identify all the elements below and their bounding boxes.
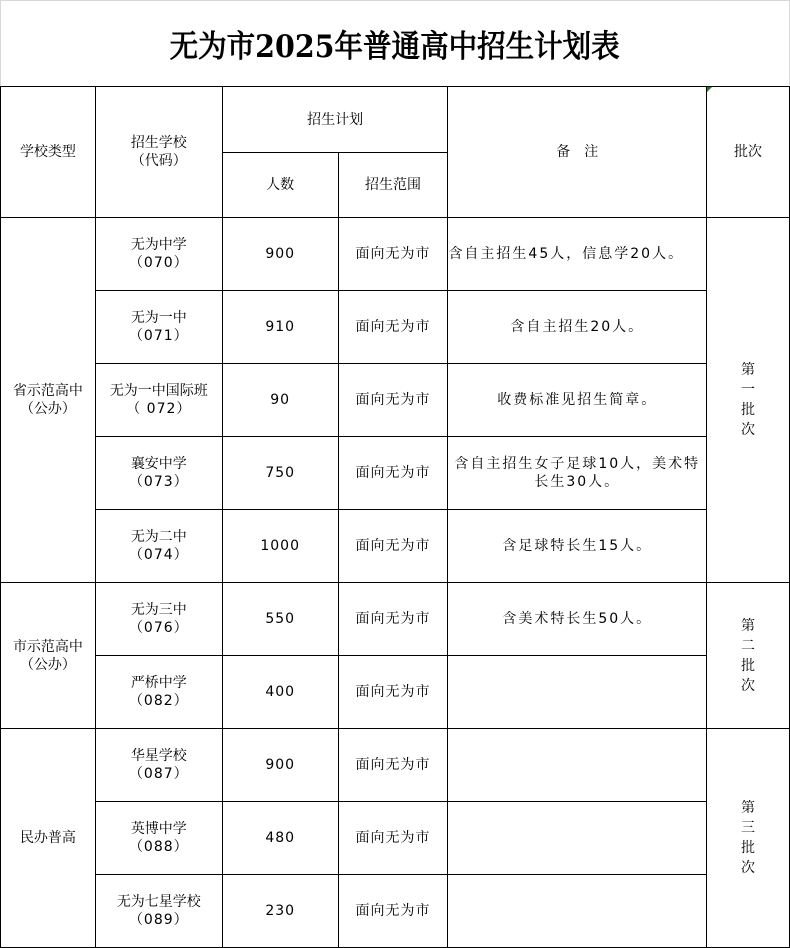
school-code: （089）	[128, 912, 189, 928]
table-row	[1, 437, 790, 510]
batch-label: 第二批次	[741, 617, 756, 694]
count-cell: 230	[222, 875, 338, 948]
school-name: 华星学校	[130, 748, 187, 764]
count-cell: 900	[222, 218, 338, 291]
enrollment-plan-table	[0, 86, 790, 948]
count-cell: 910	[222, 291, 338, 364]
scope-cell: 面向无为市	[338, 291, 448, 364]
note-cell	[448, 802, 707, 875]
batch-cell	[707, 729, 790, 948]
school-name: 无为三中	[130, 602, 187, 618]
school-type-line1: 市示范高中	[12, 638, 83, 655]
school-type-cell	[1, 218, 96, 583]
scope-cell: 面向无为市	[338, 875, 448, 948]
count-cell: 550	[222, 583, 338, 656]
school-cell	[95, 875, 222, 948]
header-school-name	[95, 87, 222, 218]
header-school-name-line2: （代码）	[130, 153, 187, 169]
scope-cell: 面向无为市	[338, 656, 448, 729]
table-row	[1, 802, 790, 875]
scope-cell: 面向无为市	[338, 218, 448, 291]
school-cell	[95, 437, 222, 510]
school-code: （074）	[128, 547, 189, 563]
scope-cell: 面向无为市	[338, 437, 448, 510]
school-cell	[95, 802, 222, 875]
school-code: （088）	[128, 839, 189, 855]
school-cell	[95, 510, 222, 583]
header-count: 人数	[222, 153, 338, 218]
note-cell: 收费标准见招生简章。	[448, 364, 707, 437]
school-code: （073）	[128, 474, 189, 490]
school-name: 无为一中国际班	[109, 383, 208, 399]
scope-cell: 面向无为市	[338, 802, 448, 875]
school-cell	[95, 729, 222, 802]
school-code: （070）	[128, 255, 189, 271]
scope-cell: 面向无为市	[338, 729, 448, 802]
note-cell: 含足球特长生15人。	[448, 510, 707, 583]
count-cell: 750	[222, 437, 338, 510]
school-code: （071）	[128, 328, 189, 344]
school-type-cell	[1, 729, 96, 948]
school-type-line1: 民办普高	[19, 830, 76, 846]
school-type-line2: （公办）	[19, 656, 76, 673]
school-name: 严桥中学	[130, 675, 187, 691]
school-cell	[95, 656, 222, 729]
school-name: 无为七星学校	[116, 894, 201, 910]
note-cell: 含美术特长生50人。	[448, 583, 707, 656]
page-title: 无为市2025年普通高中招生计划表	[169, 29, 621, 65]
school-type-line1: 省示范高中	[12, 383, 83, 399]
count-cell: 1000	[222, 510, 338, 583]
header-batch: 批次	[707, 87, 790, 218]
header-school-name-line1: 招生学校	[130, 135, 187, 151]
school-cell	[95, 364, 222, 437]
school-type-cell	[1, 583, 96, 729]
header-row-1	[1, 87, 790, 153]
note-cell	[448, 656, 707, 729]
school-cell	[95, 291, 222, 364]
table-row	[1, 291, 790, 364]
table-row	[1, 656, 790, 729]
school-code: （ 072）	[126, 401, 192, 417]
school-type-line2: （公办）	[19, 401, 76, 417]
school-cell	[95, 218, 222, 291]
school-name: 无为一中	[130, 310, 187, 326]
table-row	[1, 364, 790, 437]
count-cell: 900	[222, 729, 338, 802]
header-school-type: 学校类型	[1, 87, 96, 218]
batch-cell	[707, 583, 790, 729]
batch-label: 第一批次	[741, 362, 756, 438]
table-row	[1, 729, 790, 802]
school-name: 无为二中	[130, 529, 187, 545]
header-plan-group: 招生计划	[222, 87, 448, 153]
school-name: 襄安中学	[130, 456, 187, 472]
header-remarks: 备 注	[448, 87, 707, 218]
note-cell: 含自主招生45人，信息学20人。	[448, 218, 707, 291]
school-name: 英博中学	[130, 821, 187, 837]
scope-cell: 面向无为市	[338, 510, 448, 583]
school-code: （082）	[128, 693, 189, 709]
table-row	[1, 510, 790, 583]
school-name: 无为中学	[130, 237, 187, 253]
note-cell	[448, 729, 707, 802]
scope-cell: 面向无为市	[338, 583, 448, 656]
table-row	[1, 583, 790, 656]
note-cell	[448, 875, 707, 948]
school-cell	[95, 583, 222, 656]
batch-label: 第三批次	[741, 800, 756, 876]
batch-cell	[707, 218, 790, 583]
scope-cell: 面向无为市	[338, 364, 448, 437]
school-code: （076）	[128, 620, 189, 636]
table-row	[1, 875, 790, 948]
school-code: （087）	[128, 766, 189, 782]
header-scope: 招生范围	[338, 153, 448, 218]
count-cell: 400	[222, 656, 338, 729]
count-cell: 90	[222, 364, 338, 437]
count-cell: 480	[222, 802, 338, 875]
title-bar	[0, 0, 790, 86]
note-cell: 含自主招生20人。	[448, 291, 707, 364]
table-row	[1, 218, 790, 291]
note-cell: 含自主招生女子足球10人，美术特长生30人。	[448, 437, 707, 510]
